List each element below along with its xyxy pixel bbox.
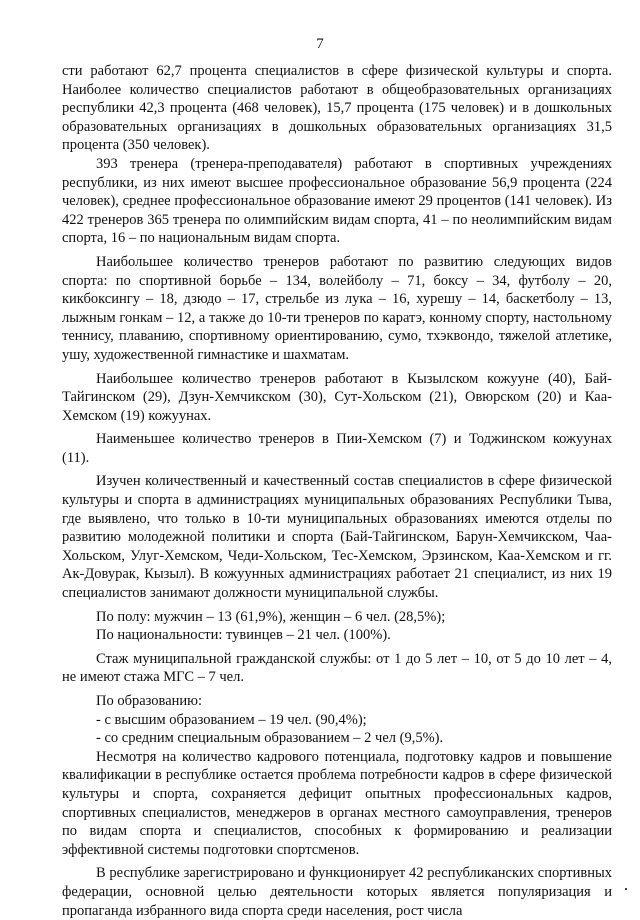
paragraph: Несмотря на количество кадрового потенциала, подготовку кадров и повышение квалификации в республике остается проблема потребности кадров в сфере физической культуры и спорта, сохраняется дефицит опытных профессиональных кадров, спортивных специалистов, менеджеров в органах местного самоуправления, тренеров по видам спорта и специалистов, способных к формированию и реализации эффективной системы подготовки спортсменов. xyxy=(62,748,612,858)
paragraph: По образованию: xyxy=(96,693,203,709)
paragraph: Наибольшее количество тренеров работают по развитию следующих видов спорта: по спортивной борьбе – 134, волейболу – 71, боксу – 34, футболу – 20, кикбоксингу – 18, дзюдо – 17, стрельбе из лука – 16, хурешу – 14, баскетболу – 13, лыжным гонкам – 12, а также до 10-ти тренеров по каратэ, конному спорту, настольному теннису, плаванию, спортивному ориентированию, сумо, тхэквондо, тяжелой атлетике, ушу, художественной гимнастике и шахматам. xyxy=(62,253,612,363)
list-item: - со средним специальным образованием – 2 чел (9,5%). xyxy=(96,730,444,747)
paragraph: 393 тренера (тренера-преподавателя) работают в спортивных учреждениях республики, из них имеют высшее профессиональное образование 56,9 процента (224 человек), среднее профессиональное образование имеют 29 процентов (141 человек). Из 422 тренеров 365 тренера по олимпийским видам спорта, 41 – по неолимпийским видам спорта, 16 – по национальным видам спорта. xyxy=(62,155,612,247)
paragraph: сти работают 62,7 процента специалистов в сфере физической культуры и спорта. Наиболее количество специалистов работают в общеобразовательных организациях республики 42,3 процента (468 человек), 15,7 процента (175 человек) и в дошкольных образовательных организациях в дошкольных образовательных организациях 31,5 процента (350 человек). xyxy=(62,63,612,154)
document-body xyxy=(62,62,612,920)
paragraph: Стаж муниципальной гражданской службы: от 1 до 5 лет – 10, от 5 до 10 лет – 4, не имеют стажа МГС – 7 чел. xyxy=(62,650,612,686)
page-number: 7 xyxy=(316,36,324,52)
paragraph: В республике зарегистрировано и функционирует 42 республиканских спортивных федерации, основной целью деятельности которых является популяризация и пропаганда избранного вида спорта среди населения, рост числа xyxy=(62,865,612,919)
paragraph: По национальности: тувинцев – 21 чел. (100%). xyxy=(96,627,391,644)
paragraph: По полу: мужчин – 13 (61,9%), женщин – 6 чел. (28,5%); xyxy=(96,608,446,625)
list-item: - с высшим образованием – 19 чел. (90,4%); xyxy=(96,711,367,728)
paragraph: Изучен количественный и качественный состав специалистов в сфере физической культуры и спорта в администрациях муниципальных образованиях Республики Тыва, где выявлено, что только в 10-ти муниципальных образованиях имеются отделы по развитию молодежной политики и спорта (Бай-Тайгинском, Барун-Хемчикском, Чаа-Хольском, Улуг-Хемском, Чеди-Хольском, Тес-Хемском, Эрзинском, Каа-Хемском и гг. Ак-Довурак, Кызыл). В кожуунных администрациях работает 21 специалист, из них 19 специалистов занимают должности муниципальной службы. xyxy=(62,473,612,602)
paragraph: Наибольшее количество тренеров работают в Кызылском кожууне (40), Бай-Тайгинском (29), Дзун-Хемчикском (30), Сут-Хольском (21), Овюрском (20) и Каа-Хемском (19) кожуунах. xyxy=(62,370,612,424)
paragraph: Наименьшее количество тренеров в Пии-Хемском (7) и Тоджинском кожуунах (11). xyxy=(62,431,612,466)
scan-dot xyxy=(625,888,627,890)
